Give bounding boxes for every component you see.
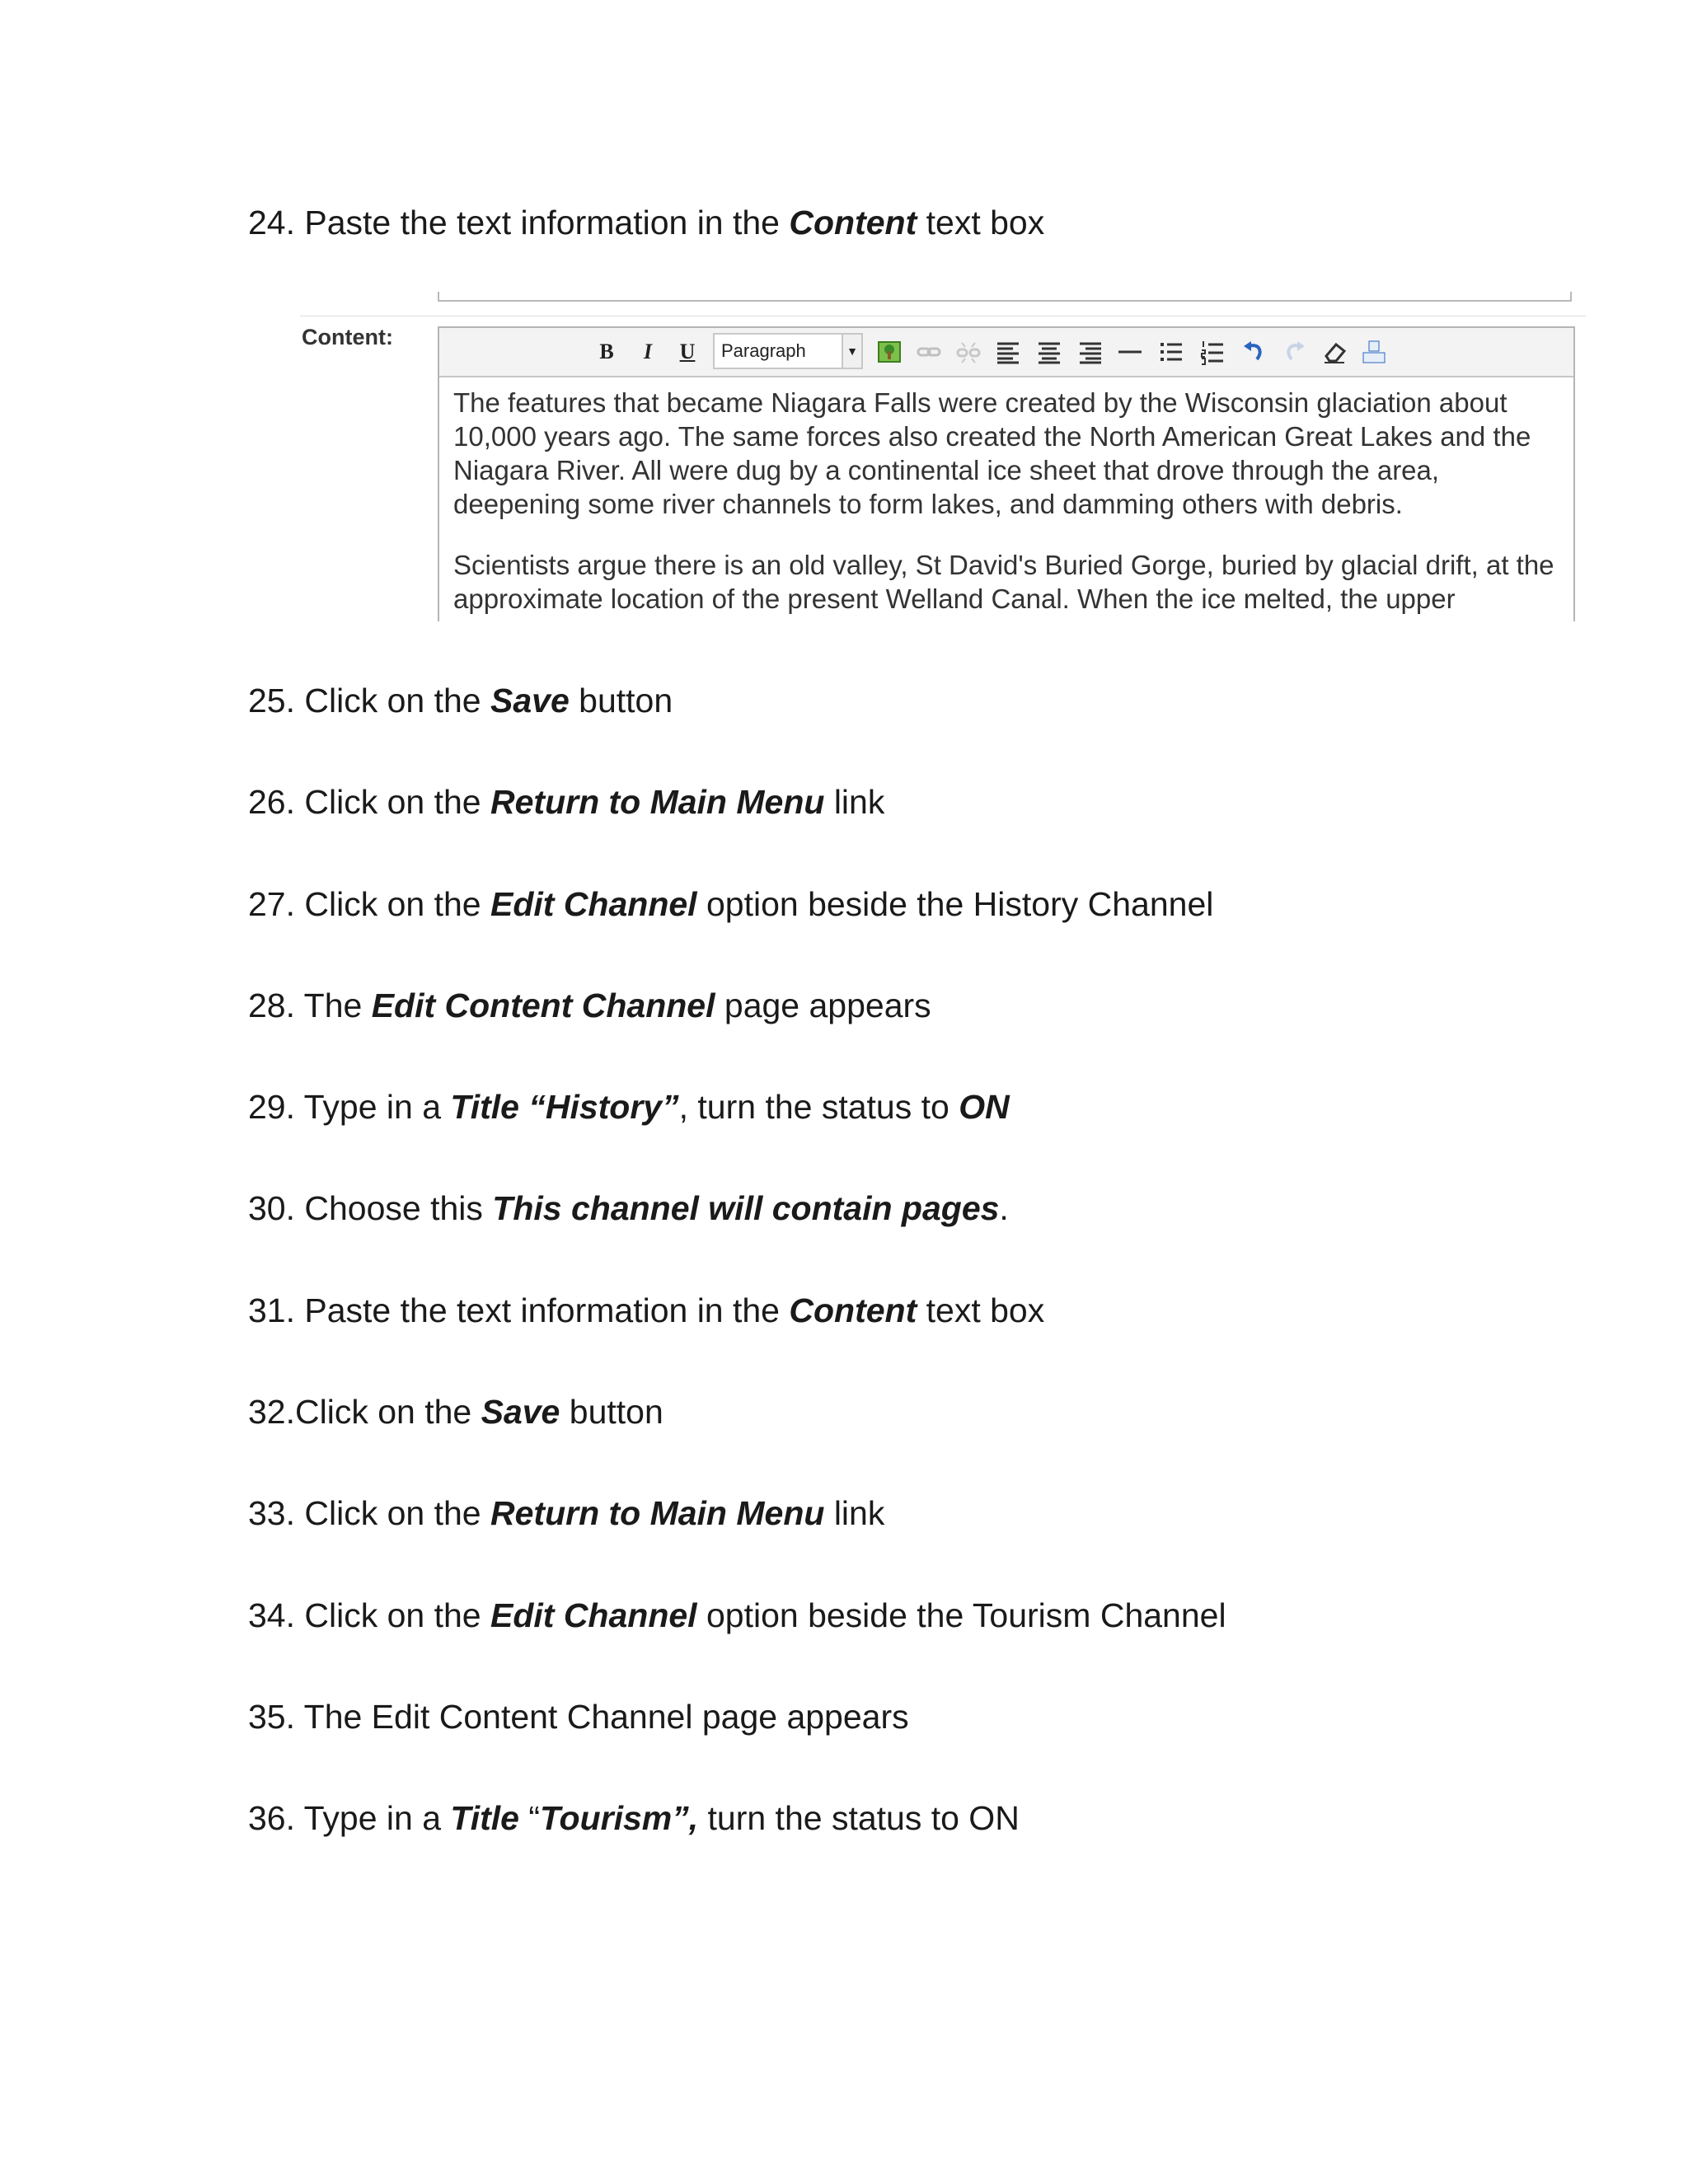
previous-field-border (438, 300, 1572, 302)
numbered-list-icon[interactable] (1199, 338, 1226, 366)
step-28: 28. The Edit Content Channel page appears (248, 987, 931, 1024)
unlink-icon[interactable] (955, 338, 982, 366)
content-editor-screenshot (300, 290, 1586, 620)
step-25: 25. Click on the Save button (248, 682, 673, 719)
step-30: 30. Choose this This channel will contain pages. (248, 1189, 1009, 1227)
content-editor[interactable] (438, 326, 1575, 621)
image-icon[interactable] (876, 338, 903, 366)
format-select[interactable] (713, 333, 863, 369)
editor-paragraph-2: Scientists argue there is an old valley, St David's Buried Gorge, buried by glacial drift, at the approximate location of the present Welland Canal. When the ice melted, the upper (453, 550, 1554, 614)
chevron-down-icon: ▼ (842, 335, 861, 368)
step-33: 33. Click on the Return to Main Menu link (248, 1494, 885, 1532)
step-27: 27. Click on the Edit Channel option beside the History Channel (248, 885, 1214, 923)
step-34: 34. Click on the Edit Channel option beside the Tourism Channel (248, 1596, 1226, 1634)
align-left-icon[interactable] (995, 338, 1021, 366)
editor-toolbar (439, 328, 1573, 377)
step-35: 35. The Edit Content Channel page appears (248, 1698, 909, 1736)
horizontal-rule-icon[interactable] (1117, 338, 1143, 366)
step-31: 31. Paste the text information in the Content text box (248, 1291, 1045, 1329)
editor-paragraph-1: The features that became Niagara Falls were created by the Wisconsin glaciation about 10,000 years ago. The same forces also created the North American Great Lakes and the Niagara River. All were dug by a continental ice sheet that drove through the area, deepening some river channels to form lakes, and damming others with debris. (453, 387, 1531, 519)
italic-button[interactable]: I (643, 340, 653, 363)
format-select-value: Paragraph (721, 340, 806, 361)
align-right-icon[interactable] (1077, 338, 1104, 366)
align-center-icon[interactable] (1036, 338, 1062, 366)
step-29: 29. Type in a Title “History”, turn the status to ON (248, 1088, 1010, 1126)
redo-icon[interactable] (1282, 338, 1308, 366)
editor-content[interactable] (453, 386, 1558, 643)
step-24: 24. Paste the text information in the Content text box (248, 204, 1045, 241)
bullet-list-icon[interactable] (1158, 338, 1184, 366)
step-36: 36. Type in a Title “Tourism”, turn the status to ON (248, 1799, 1020, 1837)
content-field-label: Content: (302, 325, 393, 349)
step-32: 32.Click on the Save button (248, 1393, 663, 1431)
bbcode-icon[interactable] (1361, 338, 1387, 366)
step-26: 26. Click on the Return to Main Menu link (248, 783, 885, 821)
eraser-icon[interactable] (1321, 338, 1348, 366)
bold-button[interactable]: B (599, 340, 614, 363)
undo-icon[interactable] (1240, 338, 1267, 366)
underline-button[interactable]: U (679, 340, 696, 363)
link-icon[interactable] (916, 338, 942, 366)
